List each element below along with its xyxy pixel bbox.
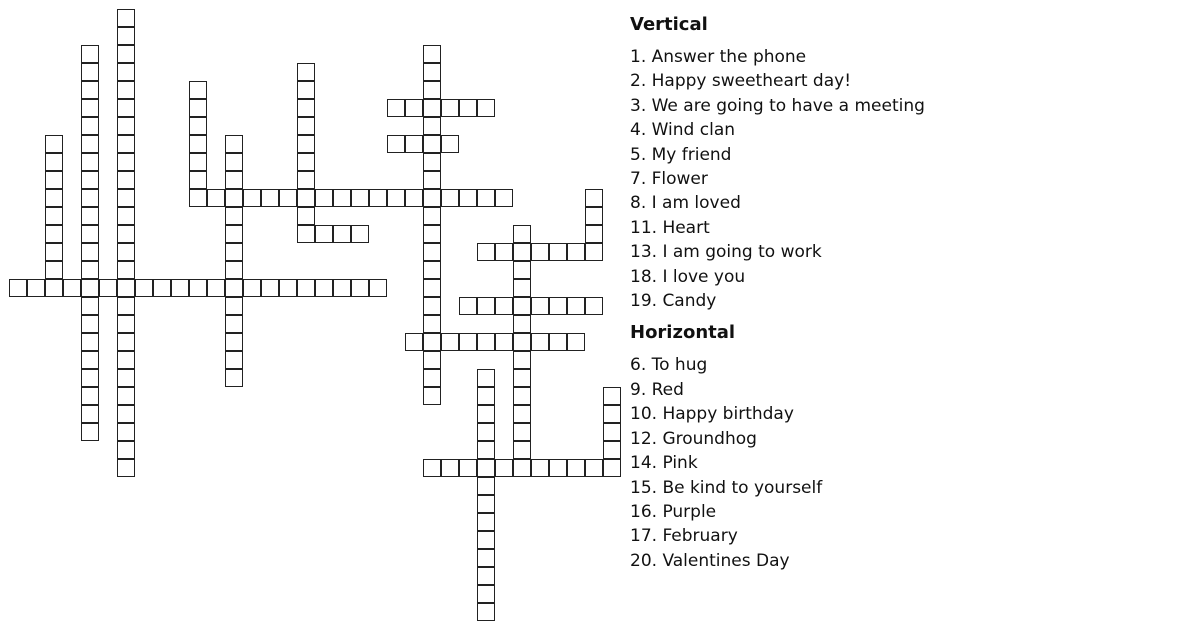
grid-cell[interactable] — [441, 459, 459, 477]
grid-cell[interactable] — [117, 297, 135, 315]
grid-cell[interactable] — [297, 99, 315, 117]
clue-list — [630, 12, 1190, 580]
grid-cell[interactable] — [117, 315, 135, 333]
grid-cell[interactable] — [549, 297, 567, 315]
grid-cell[interactable] — [225, 207, 243, 225]
grid-cell[interactable] — [423, 225, 441, 243]
grid-cell[interactable] — [423, 135, 441, 153]
grid-cell[interactable] — [81, 423, 99, 441]
clue-item: 20. Valentines Day — [630, 550, 790, 571]
grid-cell[interactable] — [423, 315, 441, 333]
grid-cell[interactable] — [513, 225, 531, 243]
grid-cell[interactable] — [207, 189, 225, 207]
grid-cell[interactable] — [225, 189, 243, 207]
grid-cell[interactable] — [441, 99, 459, 117]
clue-item: 1. Answer the phone — [630, 47, 807, 67]
grid-cell[interactable] — [423, 369, 441, 387]
vertical-heading: Vertical — [630, 14, 708, 35]
grid-cell[interactable] — [81, 81, 99, 99]
grid-cell[interactable] — [81, 171, 99, 189]
grid-cell[interactable] — [153, 279, 171, 297]
grid-cell[interactable] — [459, 189, 477, 207]
grid-cell[interactable] — [9, 279, 27, 297]
grid-cell[interactable] — [459, 333, 477, 351]
grid-cell[interactable] — [459, 99, 477, 117]
grid-cell[interactable] — [477, 603, 495, 621]
grid-cell[interactable] — [81, 369, 99, 387]
grid-cell[interactable] — [549, 333, 567, 351]
grid-cell[interactable] — [225, 135, 243, 153]
grid-cell[interactable] — [189, 99, 207, 117]
grid-cell[interactable] — [297, 81, 315, 99]
grid-cell[interactable] — [117, 441, 135, 459]
grid-cell[interactable] — [81, 153, 99, 171]
grid-cell[interactable] — [81, 135, 99, 153]
grid-cell[interactable] — [513, 459, 531, 477]
grid-cell[interactable] — [513, 351, 531, 369]
grid-cell[interactable] — [513, 279, 531, 297]
grid-cell[interactable] — [585, 459, 603, 477]
grid-cell[interactable] — [369, 279, 387, 297]
grid-cell[interactable] — [495, 243, 513, 261]
grid-cell[interactable] — [333, 279, 351, 297]
grid-cell[interactable] — [585, 297, 603, 315]
clue-item: 15. Be kind to yourself — [630, 477, 823, 498]
clue-item: 3. We are going to have a meeting — [630, 95, 925, 116]
grid-cell[interactable] — [315, 189, 333, 207]
grid-cell[interactable] — [585, 243, 603, 261]
grid-cell[interactable] — [423, 207, 441, 225]
grid-cell[interactable] — [477, 99, 495, 117]
grid-cell[interactable] — [495, 189, 513, 207]
grid-cell[interactable] — [225, 351, 243, 369]
grid-cell[interactable] — [81, 63, 99, 81]
grid-cell[interactable] — [45, 261, 63, 279]
grid-cell[interactable] — [477, 477, 495, 495]
grid-cell[interactable] — [117, 27, 135, 45]
grid-cell[interactable] — [225, 315, 243, 333]
grid-cell[interactable] — [405, 333, 423, 351]
grid-cell[interactable] — [81, 351, 99, 369]
grid-cell[interactable] — [81, 207, 99, 225]
grid-cell[interactable] — [117, 279, 135, 297]
grid-cell[interactable] — [297, 153, 315, 171]
grid-cell[interactable] — [45, 171, 63, 189]
clue-item: 16. Purple — [630, 501, 717, 522]
grid-cell[interactable] — [513, 261, 531, 279]
grid-cell[interactable] — [297, 279, 315, 297]
grid-cell[interactable] — [225, 171, 243, 189]
grid-cell[interactable] — [45, 189, 63, 207]
grid-cell[interactable] — [531, 459, 549, 477]
grid-cell[interactable] — [477, 567, 495, 585]
grid-cell[interactable] — [531, 297, 549, 315]
grid-cell[interactable] — [603, 423, 621, 441]
clue-item: 10. Happy birthday — [630, 404, 794, 425]
grid-cell[interactable] — [459, 297, 477, 315]
grid-cell[interactable] — [117, 405, 135, 423]
grid-cell[interactable] — [477, 459, 495, 477]
clue-item: 19. Candy — [630, 291, 717, 312]
grid-cell[interactable] — [405, 99, 423, 117]
grid-cell[interactable] — [513, 423, 531, 441]
grid-cell[interactable] — [117, 189, 135, 207]
grid-cell[interactable] — [279, 279, 297, 297]
grid-cell[interactable] — [423, 81, 441, 99]
clue-item: 17. February — [630, 526, 738, 547]
grid-cell[interactable] — [189, 171, 207, 189]
grid-cell[interactable] — [513, 441, 531, 459]
grid-cell[interactable] — [549, 459, 567, 477]
grid-cell[interactable] — [405, 135, 423, 153]
grid-cell[interactable] — [81, 315, 99, 333]
grid-cell[interactable] — [513, 243, 531, 261]
grid-cell[interactable] — [423, 297, 441, 315]
grid-cell[interactable] — [297, 171, 315, 189]
grid-cell[interactable] — [117, 81, 135, 99]
grid-cell[interactable] — [477, 531, 495, 549]
grid-cell[interactable] — [117, 387, 135, 405]
grid-cell[interactable] — [441, 135, 459, 153]
horizontal-clues-section — [630, 320, 1190, 573]
grid-cell[interactable] — [477, 297, 495, 315]
grid-cell[interactable] — [189, 135, 207, 153]
grid-cell[interactable] — [423, 153, 441, 171]
grid-cell[interactable] — [81, 279, 99, 297]
grid-cell[interactable] — [351, 189, 369, 207]
clue-item: 5. My friend — [630, 144, 732, 165]
grid-cell[interactable] — [549, 243, 567, 261]
grid-cell[interactable] — [261, 189, 279, 207]
grid-cell[interactable] — [315, 225, 333, 243]
grid-cell[interactable] — [297, 63, 315, 81]
grid-cell[interactable] — [189, 81, 207, 99]
grid-cell[interactable] — [441, 333, 459, 351]
grid-cell[interactable] — [45, 225, 63, 243]
grid-cell[interactable] — [423, 99, 441, 117]
clue-item: 14. Pink — [630, 453, 698, 474]
grid-cell[interactable] — [117, 9, 135, 27]
grid-cell[interactable] — [531, 333, 549, 351]
grid-cell[interactable] — [423, 45, 441, 63]
grid-cell[interactable] — [45, 153, 63, 171]
grid-cell[interactable] — [117, 135, 135, 153]
grid-cell[interactable] — [369, 189, 387, 207]
grid-cell[interactable] — [477, 549, 495, 567]
grid-cell[interactable] — [81, 225, 99, 243]
grid-cell[interactable] — [315, 279, 333, 297]
grid-cell[interactable] — [207, 279, 225, 297]
grid-cell[interactable] — [81, 189, 99, 207]
grid-cell[interactable] — [117, 225, 135, 243]
grid-cell[interactable] — [99, 279, 117, 297]
grid-cell[interactable] — [81, 333, 99, 351]
grid-cell[interactable] — [117, 99, 135, 117]
grid-cell[interactable] — [225, 279, 243, 297]
clue-item: 12. Groundhog — [630, 428, 757, 449]
clue-item: 11. Heart — [630, 217, 710, 238]
grid-cell[interactable] — [189, 279, 207, 297]
grid-cell[interactable] — [117, 153, 135, 171]
grid-cell[interactable] — [297, 207, 315, 225]
vertical-clue-list — [630, 45, 1190, 313]
grid-cell[interactable] — [387, 189, 405, 207]
grid-cell[interactable] — [423, 261, 441, 279]
grid-cell[interactable] — [27, 279, 45, 297]
grid-cell[interactable] — [117, 45, 135, 63]
grid-cell[interactable] — [603, 441, 621, 459]
grid-cell[interactable] — [585, 207, 603, 225]
grid-cell[interactable] — [585, 225, 603, 243]
grid-cell[interactable] — [423, 171, 441, 189]
clue-item: 8. I am loved — [630, 193, 741, 214]
grid-cell[interactable] — [423, 459, 441, 477]
grid-cell[interactable] — [117, 333, 135, 351]
grid-cell[interactable] — [567, 333, 585, 351]
grid-cell[interactable] — [297, 189, 315, 207]
grid-cell[interactable] — [387, 135, 405, 153]
grid-cell[interactable] — [189, 153, 207, 171]
grid-cell[interactable] — [423, 333, 441, 351]
grid-cell[interactable] — [351, 279, 369, 297]
grid-cell[interactable] — [441, 189, 459, 207]
grid-cell[interactable] — [81, 45, 99, 63]
grid-cell[interactable] — [513, 387, 531, 405]
grid-cell[interactable] — [423, 63, 441, 81]
grid-cell[interactable] — [495, 297, 513, 315]
grid-cell[interactable] — [225, 153, 243, 171]
grid-cell[interactable] — [81, 261, 99, 279]
horizontal-clue-list — [630, 353, 1190, 573]
grid-cell[interactable] — [135, 279, 153, 297]
grid-cell[interactable] — [531, 243, 549, 261]
grid-cell[interactable] — [81, 297, 99, 315]
grid-cell[interactable] — [117, 423, 135, 441]
grid-cell[interactable] — [171, 279, 189, 297]
grid-cell[interactable] — [63, 279, 81, 297]
grid-cell[interactable] — [81, 405, 99, 423]
grid-cell[interactable] — [117, 243, 135, 261]
grid-cell[interactable] — [423, 351, 441, 369]
grid-cell[interactable] — [117, 171, 135, 189]
grid-cell[interactable] — [225, 261, 243, 279]
grid-cell[interactable] — [297, 225, 315, 243]
grid-cell[interactable] — [387, 99, 405, 117]
grid-cell[interactable] — [225, 369, 243, 387]
grid-cell[interactable] — [45, 207, 63, 225]
grid-cell[interactable] — [117, 117, 135, 135]
grid-cell[interactable] — [603, 405, 621, 423]
clue-item: 6. To hug — [630, 355, 708, 376]
vertical-clues-section — [630, 12, 1190, 313]
grid-cell[interactable] — [81, 99, 99, 117]
grid-cell[interactable] — [117, 459, 135, 477]
clue-item: 9. Red — [630, 379, 684, 400]
grid-cell[interactable] — [117, 63, 135, 81]
grid-cell[interactable] — [477, 585, 495, 603]
grid-cell[interactable] — [261, 279, 279, 297]
grid-cell[interactable] — [495, 333, 513, 351]
grid-cell[interactable] — [189, 189, 207, 207]
grid-cell[interactable] — [477, 441, 495, 459]
grid-cell[interactable] — [225, 243, 243, 261]
grid-cell[interactable] — [423, 243, 441, 261]
clue-item: 13. I am going to work — [630, 242, 822, 263]
grid-cell[interactable] — [405, 189, 423, 207]
grid-cell[interactable] — [45, 279, 63, 297]
grid-cell[interactable] — [117, 261, 135, 279]
grid-cell[interactable] — [117, 351, 135, 369]
grid-cell[interactable] — [423, 387, 441, 405]
clue-item: 4. Wind clan — [630, 120, 736, 141]
grid-cell[interactable] — [423, 117, 441, 135]
grid-cell[interactable] — [351, 225, 369, 243]
grid-cell[interactable] — [513, 297, 531, 315]
grid-cell[interactable] — [477, 243, 495, 261]
grid-cell[interactable] — [477, 369, 495, 387]
grid-cell[interactable] — [477, 333, 495, 351]
clue-item: 18. I love you — [630, 266, 746, 287]
grid-cell[interactable] — [567, 459, 585, 477]
grid-cell[interactable] — [225, 225, 243, 243]
grid-cell[interactable] — [603, 459, 621, 477]
grid-cell[interactable] — [243, 189, 261, 207]
grid-cell[interactable] — [189, 117, 207, 135]
grid-cell[interactable] — [297, 117, 315, 135]
grid-cell[interactable] — [513, 405, 531, 423]
grid-cell[interactable] — [117, 369, 135, 387]
grid-cell[interactable] — [495, 459, 513, 477]
grid-cell[interactable] — [477, 423, 495, 441]
grid-cell[interactable] — [117, 207, 135, 225]
grid-cell[interactable] — [513, 369, 531, 387]
grid-cell[interactable] — [225, 333, 243, 351]
grid-cell[interactable] — [603, 387, 621, 405]
grid-cell[interactable] — [243, 279, 261, 297]
grid-cell[interactable] — [423, 189, 441, 207]
grid-cell[interactable] — [279, 189, 297, 207]
grid-cell[interactable] — [81, 117, 99, 135]
grid-cell[interactable] — [477, 387, 495, 405]
clue-item: 2. Happy sweetheart day! — [630, 71, 852, 92]
grid-cell[interactable] — [567, 243, 585, 261]
grid-cell[interactable] — [225, 297, 243, 315]
grid-cell[interactable] — [333, 225, 351, 243]
grid-cell[interactable] — [513, 315, 531, 333]
grid-cell[interactable] — [45, 243, 63, 261]
grid-cell[interactable] — [477, 495, 495, 513]
grid-cell[interactable] — [459, 459, 477, 477]
grid-cell[interactable] — [297, 135, 315, 153]
grid-cell[interactable] — [585, 189, 603, 207]
grid-cell[interactable] — [477, 189, 495, 207]
grid-cell[interactable] — [81, 387, 99, 405]
grid-cell[interactable] — [513, 333, 531, 351]
grid-cell[interactable] — [423, 279, 441, 297]
grid-cell[interactable] — [567, 297, 585, 315]
grid-cell[interactable] — [81, 243, 99, 261]
grid-cell[interactable] — [477, 405, 495, 423]
grid-cell[interactable] — [333, 189, 351, 207]
clue-item: 7. Flower — [630, 169, 708, 190]
horizontal-heading: Horizontal — [630, 322, 736, 344]
grid-cell[interactable] — [477, 513, 495, 531]
grid-cell[interactable] — [45, 135, 63, 153]
